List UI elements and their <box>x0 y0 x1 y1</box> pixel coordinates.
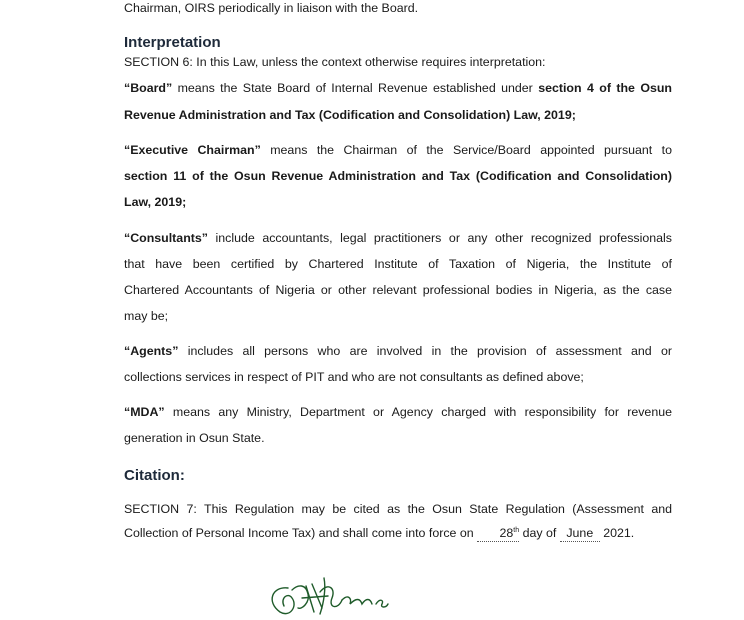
agents-term: “Agents” <box>124 344 179 358</box>
consultants-text: include accountants, legal practitioners or any other recognized professionals <box>207 231 672 245</box>
consultants-term: “Consultants” <box>124 231 208 245</box>
board-ref-a: section 4 of the Osun <box>538 81 672 95</box>
exec-definition-line-3 <box>124 194 186 210</box>
mda-definition-line-1 <box>124 404 672 420</box>
exec-definition-line-2 <box>124 168 672 184</box>
consultants-definition-line-4: may be; <box>124 309 169 323</box>
consultants-definition-line-3: Chartered Accountants of Nigeria or other relevant professional bodies in Nigeria, as the case <box>124 283 672 297</box>
commencement-year: 2021. <box>603 526 635 541</box>
exec-ref-b: Law, 2019; <box>124 195 187 209</box>
exec-term: “Executive Chairman” <box>124 143 261 157</box>
mda-text: means any Ministry, Department or Agency charged with responsibility for revenue <box>164 405 672 419</box>
commencement-day: 28th <box>477 523 519 542</box>
board-definition-line-1 <box>124 80 672 96</box>
board-text: means the State Board of Internal Revenue established under <box>172 81 539 95</box>
commencement-month: June <box>560 525 600 542</box>
mda-definition-line-2: generation in Osun State. <box>124 431 265 445</box>
exec-ref-a: section 11 of the Osun Revenue Administration and Tax (Codification and Consolidation) <box>124 169 672 183</box>
consultants-definition-line-1 <box>124 230 672 246</box>
day-of-text: day of <box>522 526 557 541</box>
handwritten-signature <box>262 568 422 620</box>
consultants-definition-line-2: that have been certified by Chartered Institute of Taxation of Nigeria, the Institute of <box>124 257 672 271</box>
section-6-intro: SECTION 6: In this Law, unless the context otherwise requires interpretation: <box>124 55 546 69</box>
board-definition-line-2 <box>124 107 576 123</box>
section-7-line-1: SECTION 7: This Regulation may be cited as the Osun State Regulation (Assessment and <box>124 502 672 516</box>
agents-definition-line-1 <box>124 343 672 359</box>
exec-text: means the Chairman of the Service/Board appointed pursuant to <box>260 143 672 157</box>
section-7-line-2 <box>124 523 634 542</box>
board-term: “Board” <box>124 81 173 95</box>
mda-term: “MDA” <box>124 405 165 419</box>
agents-text: includes all persons who are involved in the provision of assessment and or <box>178 344 672 358</box>
citation-heading: Citation: <box>124 467 185 484</box>
board-ref-b: Revenue Administration and Tax (Codification and Consolidation) Law, 2019; <box>124 108 576 122</box>
agents-definition-line-2: collections services in respect of PIT and who are not consultants as defined above; <box>124 370 584 384</box>
top-line: Chairman, OIRS periodically in liaison with the Board. <box>124 1 419 15</box>
exec-definition-line-1 <box>124 142 672 158</box>
section-7-text: Collection of Personal Income Tax) and shall come into force on <box>124 526 474 541</box>
interpretation-heading: Interpretation <box>124 34 221 51</box>
